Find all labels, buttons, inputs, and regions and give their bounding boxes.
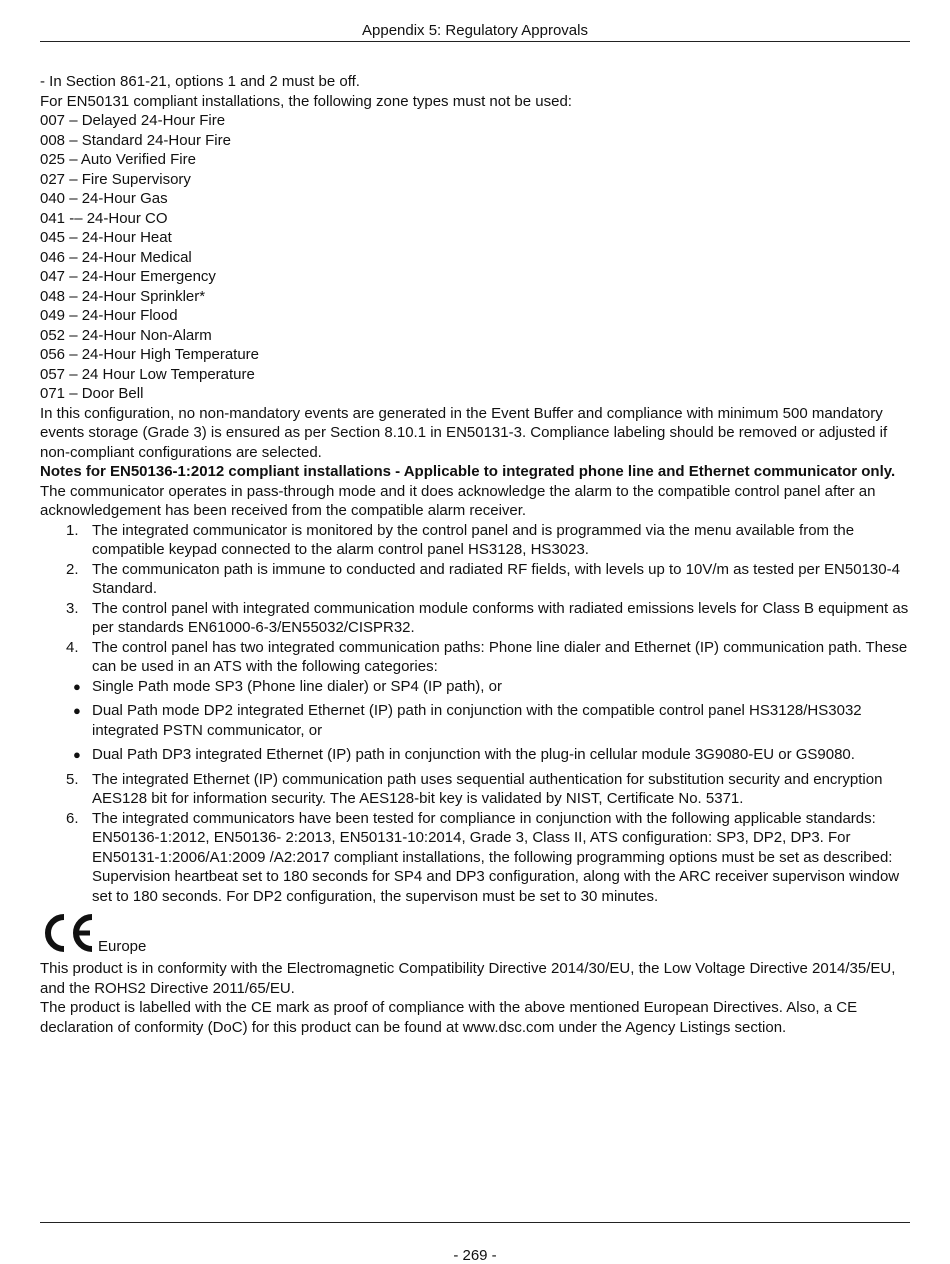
step-text: The control panel has two integrated communication paths: Phone line dialer and Ethernet (IP) communication path. These can be used in an ATS with the following categories: bbox=[92, 638, 908, 675]
ats-category-list bbox=[40, 677, 912, 765]
zone-item: 027 – Fire Supervisory bbox=[40, 170, 191, 188]
bullet-text: Dual Path DP3 integrated Ethernet (IP) path in conjunction with the plug-in cellular module 3G9080-EU or GS9080. bbox=[92, 746, 855, 763]
europe-ce-labelling: The product is labelled with the CE mark as proof of compliance with the above mentioned European Directives. Also, a CE declaration of conformity (DoC) for this product can be found at www.dsc.com under the Agency Listings section. bbox=[40, 999, 858, 1036]
step-text: The control panel with integrated communication module conforms with radiated emissions levels for Class B equipment as per standards EN61000-6-3/EN55032/CISPR32. bbox=[92, 599, 909, 636]
zone-item: 071 – Door Bell bbox=[40, 385, 144, 402]
step-text: The integrated communicators have been tested for compliance in conjunction with the following applicable standards: EN50136-1:2012, EN50136- 2:2013, EN50131-10:2014, Grade 3, Class II, ATS configuration: SP3, DP2, DP3. For EN50131-1:2006/A1:2009 /A2:2017 compliant installations, the following programming options must be set as described: Supervision heartbeat set to 180 seconds for SP4 and DP3 configuration, along with the ARC receiver supervison window set to 180 seconds. For DP2 configuration, the supervison must be set to 30 minutes. bbox=[92, 809, 900, 905]
step-item bbox=[40, 770, 912, 809]
step-number: 3. bbox=[66, 599, 79, 617]
ce-europe-row bbox=[40, 913, 912, 953]
bullet-icon: ● bbox=[73, 703, 81, 718]
step-item bbox=[40, 638, 912, 765]
europe-label: Europe bbox=[98, 937, 147, 955]
zone-item: 049 – 24-Hour Flood bbox=[40, 307, 178, 324]
step-text: The communicaton path is immune to conducted and radiated RF fields, with levels up to 10V/m as tested per EN50130-4 Standard. bbox=[92, 560, 900, 597]
page-header: Appendix 5: Regulatory Approvals bbox=[362, 22, 588, 39]
bullet-item bbox=[40, 745, 912, 765]
notes-heading: Notes for EN50136-1:2012 compliant installations - Applicable to integrated phone line and Ethernet communicator only. bbox=[40, 463, 896, 480]
zone-item: 047 – 24-Hour Emergency bbox=[40, 268, 216, 285]
zone-item: 057 – 24 Hour Low Temperature bbox=[40, 365, 255, 383]
step-text: The integrated Ethernet (IP) communication path uses sequential authentication for substitution security and encryption AES128 bit for information security. The AES128-bit key is validated by NIST, Certificate No. 5371. bbox=[92, 770, 883, 807]
zone-item: 052 – 24-Hour Non-Alarm bbox=[40, 326, 212, 344]
step-number: 1. bbox=[66, 521, 79, 539]
notes-intro: The communicator operates in pass-through mode and it does acknowledge the alarm to the compatible control panel after an acknowledgement has been received from the compatible alarm receiver. bbox=[40, 482, 876, 519]
zone-item: 045 – 24-Hour Heat bbox=[40, 229, 172, 246]
bullet-icon: ● bbox=[73, 678, 81, 694]
step-number: 6. bbox=[66, 809, 79, 827]
zone-item: 008 – Standard 24-Hour Fire bbox=[40, 131, 231, 149]
numbered-steps bbox=[40, 521, 912, 907]
zone-item: 041 -– 24-Hour CO bbox=[40, 209, 168, 227]
ce-mark-icon bbox=[40, 913, 96, 953]
step-item bbox=[40, 809, 912, 907]
step-number: 5. bbox=[66, 770, 79, 788]
zone-item: 046 – 24-Hour Medical bbox=[40, 248, 192, 266]
zone-item: 040 – 24-Hour Gas bbox=[40, 190, 168, 207]
intro-line-1: - In Section 861-21, options 1 and 2 must be off. bbox=[40, 73, 360, 90]
step-text: The integrated communicator is monitored by the control panel and is programmed via the menu available from the compatible keypad connected to the alarm control panel HS3128, HS3023. bbox=[92, 521, 855, 558]
bullet-text: Single Path mode SP3 (Phone line dialer) or SP4 (IP path), or bbox=[92, 677, 502, 695]
bullet-item bbox=[40, 701, 912, 740]
step-number: 2. bbox=[66, 560, 79, 578]
bullet-item bbox=[40, 677, 912, 697]
step-number: 4. bbox=[66, 638, 79, 656]
step-item bbox=[40, 521, 912, 560]
page-content bbox=[40, 72, 912, 1037]
intro-line-2: For EN50131 compliant installations, the following zone types must not be used: bbox=[40, 92, 572, 110]
header-rule bbox=[40, 41, 910, 42]
step-item bbox=[40, 560, 912, 599]
footer-rule bbox=[40, 1222, 910, 1223]
bullet-icon: ● bbox=[73, 747, 81, 762]
page-number: - 269 - bbox=[453, 1247, 497, 1264]
europe-conformity: This product is in conformity with the Electromagnetic Compatibility Directive 2014/30/EU, the Low Voltage Directive 2014/35/EU, and the ROHS2 Directive 2011/65/EU. bbox=[40, 960, 896, 997]
bullet-text: Dual Path mode DP2 integrated Ethernet (IP) path in conjunction with the compatible control panel HS3128/HS3032 integrated PSTN communicator, or bbox=[92, 702, 862, 739]
zone-item: 007 – Delayed 24-Hour Fire bbox=[40, 112, 226, 129]
zone-item: 025 – Auto Verified Fire bbox=[40, 151, 196, 168]
config-note: In this configuration, no non-mandatory events are generated in the Event Buffer and compliance with minimum 500 mandatory events storage (Grade 3) is ensured as per Section 8.10.1 in EN50131-3. Compliance labeling should be removed or adjusted if non-compliant configurations are selected. bbox=[40, 404, 888, 461]
zone-list bbox=[40, 111, 912, 404]
zone-item: 056 – 24-Hour High Temperature bbox=[40, 346, 260, 363]
step-item bbox=[40, 599, 912, 638]
zone-item: 048 – 24-Hour Sprinkler* bbox=[40, 287, 206, 305]
